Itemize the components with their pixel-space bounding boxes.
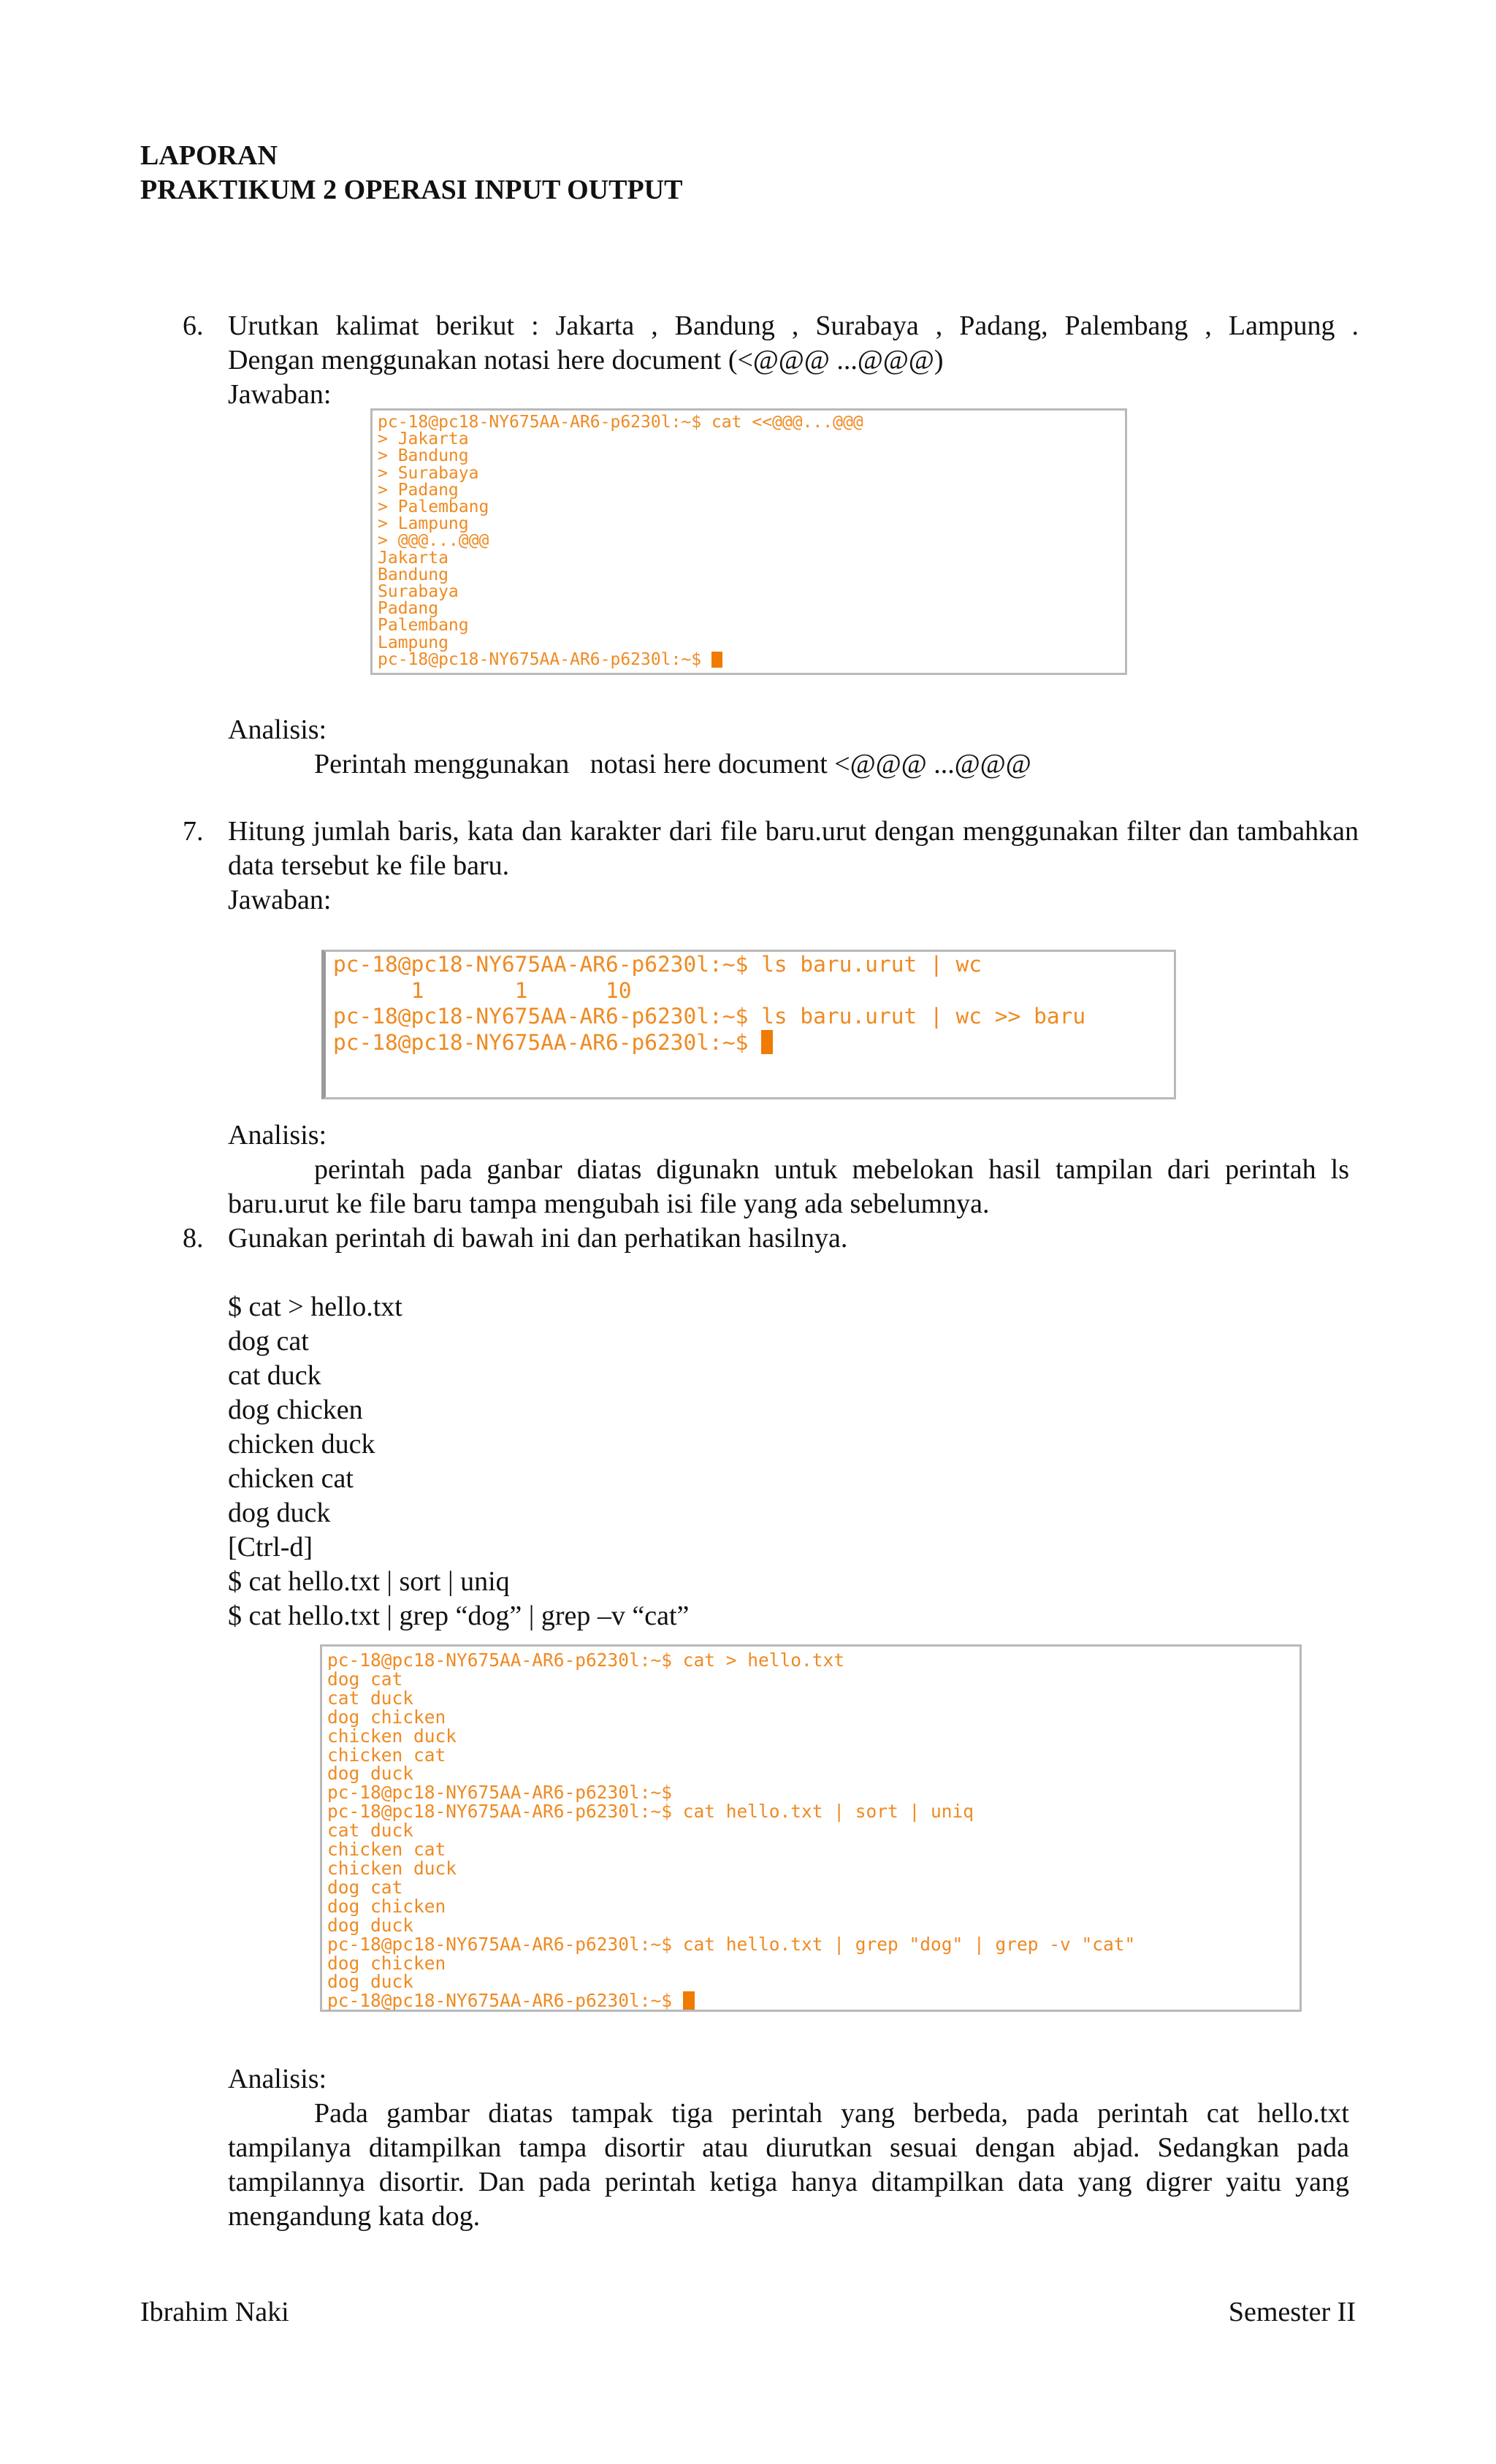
question-6 [183, 309, 1359, 412]
analysis-7 [183, 1118, 1359, 1221]
command-line: dog chicken [228, 1395, 363, 1425]
terminal-line: cat duck [327, 1820, 414, 1842]
command-line: dog duck [228, 1498, 331, 1528]
analysis-text: Pada gambar diatas tampak tiga perintah yang berbeda, pada perintah cat hello.txt tampilanya ditampilkan tampa disortir atau diurutkan sesuai dengan abjad. Sedangkan pada tampilannya disortir. Dan pada perintah ketiga hanya ditampilkan data yang digrer yaitu yang mengandung kata dog. [228, 2098, 1349, 2232]
terminal-line: dog cat [327, 1876, 403, 1898]
analysis-6 [183, 713, 1359, 782]
terminal-line: chicken cat [327, 1839, 446, 1861]
terminal-line: chicken cat [327, 1744, 446, 1766]
terminal-line: pc-18@pc18-NY675AA-AR6-p6230l:~$ cat <<@@@...@@@ [378, 413, 863, 432]
question-text: Gunakan perintah di bawah ini dan perhatikan hasilnya. [228, 1223, 848, 1254]
terminal-line: 1 1 10 [333, 977, 632, 1003]
question-number: 8. [183, 1223, 204, 1254]
terminal-line: pc-18@pc18-NY675AA-AR6-p6230l:~$ [327, 1991, 1295, 2010]
footer-semester: Semester II [1228, 2297, 1356, 2327]
terminal-line: pc-18@pc18-NY675AA-AR6-p6230l:~$ cat hello.txt | sort | uniq [327, 1801, 974, 1823]
terminal-cursor [711, 652, 722, 668]
question-text-line-2: Dengan menggunakan notasi here document (<@@@ ...@@@) [228, 345, 944, 375]
terminal-line: dog chicken [327, 1895, 446, 1917]
analysis-8 [183, 2062, 1359, 2234]
terminal-line: dog chicken [327, 1952, 446, 1974]
terminal-line: Palembang [378, 616, 469, 636]
terminal-screenshot-1 [370, 408, 1127, 675]
terminal-line: > Bandung [378, 446, 469, 466]
command-line: cat duck [228, 1360, 321, 1391]
question-text: Hitung jumlah baris, kata dan karakter dari file baru.urut dengan menggunakan filter dan tambahkan data tersebut ke file baru. [228, 816, 1359, 881]
terminal-line: cat duck [327, 1687, 414, 1709]
report-header [140, 139, 682, 207]
terminal-cursor [683, 1991, 695, 2010]
terminal-cursor [761, 1030, 773, 1054]
terminal-screenshot-3 [320, 1644, 1302, 2012]
terminal-line: > Surabaya [378, 463, 479, 483]
command-line: [Ctrl-d] [228, 1532, 313, 1563]
terminal-line: pc-18@pc18-NY675AA-AR6-p6230l:~$ ls baru.urut | wc [333, 952, 982, 977]
terminal-line: pc-18@pc18-NY675AA-AR6-p6230l:~$ cat hello.txt | grep "dog" | grep -v "cat" [327, 1933, 1136, 1955]
terminal-line: dog cat [327, 1668, 403, 1690]
terminal-line: pc-18@pc18-NY675AA-AR6-p6230l:~$ cat > hello.txt [327, 1649, 845, 1671]
report-subtitle: PRAKTIKUM 2 OPERASI INPUT OUTPUT [140, 175, 683, 205]
command-line: $ cat hello.txt | sort | uniq [228, 1566, 510, 1597]
footer-author: Ibrahim Naki [140, 2297, 289, 2327]
question-number: 7. [183, 816, 204, 847]
analysis-text: Perintah menggunakan notasi here document <@@@ ...@@@ [314, 749, 1031, 779]
answer-label: Jawaban: [228, 885, 332, 915]
terminal-line: > Padang [378, 480, 459, 500]
terminal-line: Jakarta [378, 548, 449, 568]
terminal-line: pc-18@pc18-NY675AA-AR6-p6230l:~$ ls baru.urut | wc >> baru [333, 1004, 1086, 1029]
command-line: chicken duck [228, 1429, 375, 1460]
terminal-line: Padang [378, 599, 439, 619]
terminal-line: Surabaya [378, 582, 459, 602]
command-list [228, 1290, 1359, 1633]
terminal-line: > Lampung [378, 514, 469, 534]
command-line: $ cat > hello.txt [228, 1292, 402, 1322]
question-text-line-1: Urutkan kalimat berikut : Jakarta , Bandung , Surabaya , Padang, Palembang , Lampung . [228, 310, 1359, 341]
command-line: dog cat [228, 1326, 309, 1357]
terminal-line: dog duck [327, 1971, 414, 1993]
terminal-line: chicken duck [327, 1857, 457, 1879]
terminal-line: > Palembang [378, 497, 489, 517]
command-line: $ cat hello.txt | grep “dog” | grep –v “cat” [228, 1601, 690, 1631]
answer-label: Jawaban: [228, 379, 332, 410]
question-number: 6. [183, 310, 204, 341]
terminal-line: dog duck [327, 1914, 414, 1936]
analysis-text: perintah pada ganbar diatas digunakn untuk mebelokan hasil tampilan dari perintah ls baru.urut ke file baru tampa mengubah isi file yang ada sebelumnya. [228, 1154, 1349, 1219]
question-8 [183, 1221, 1359, 1633]
command-line: chicken cat [228, 1463, 354, 1494]
terminal-line: pc-18@pc18-NY675AA-AR6-p6230l:~$ [327, 1782, 673, 1804]
terminal-line: pc-18@pc18-NY675AA-AR6-p6230l:~$ [378, 652, 1121, 668]
terminal-line: Bandung [378, 565, 449, 584]
analysis-label: Analisis: [228, 1120, 327, 1151]
terminal-line: dog duck [327, 1763, 414, 1785]
terminal-line: Lampung [378, 633, 449, 652]
terminal-line: pc-18@pc18-NY675AA-AR6-p6230l:~$ [333, 1030, 1168, 1056]
terminal-line: chicken duck [327, 1725, 457, 1747]
terminal-screenshot-2 [321, 950, 1176, 1099]
question-7 [183, 815, 1359, 918]
analysis-label: Analisis: [228, 2064, 327, 2094]
terminal-line: > @@@...@@@ [378, 531, 489, 551]
terminal-line: dog chicken [327, 1706, 446, 1728]
report-title: LAPORAN [140, 140, 278, 171]
terminal-line: > Jakarta [378, 430, 469, 449]
analysis-label: Analisis: [228, 714, 327, 745]
